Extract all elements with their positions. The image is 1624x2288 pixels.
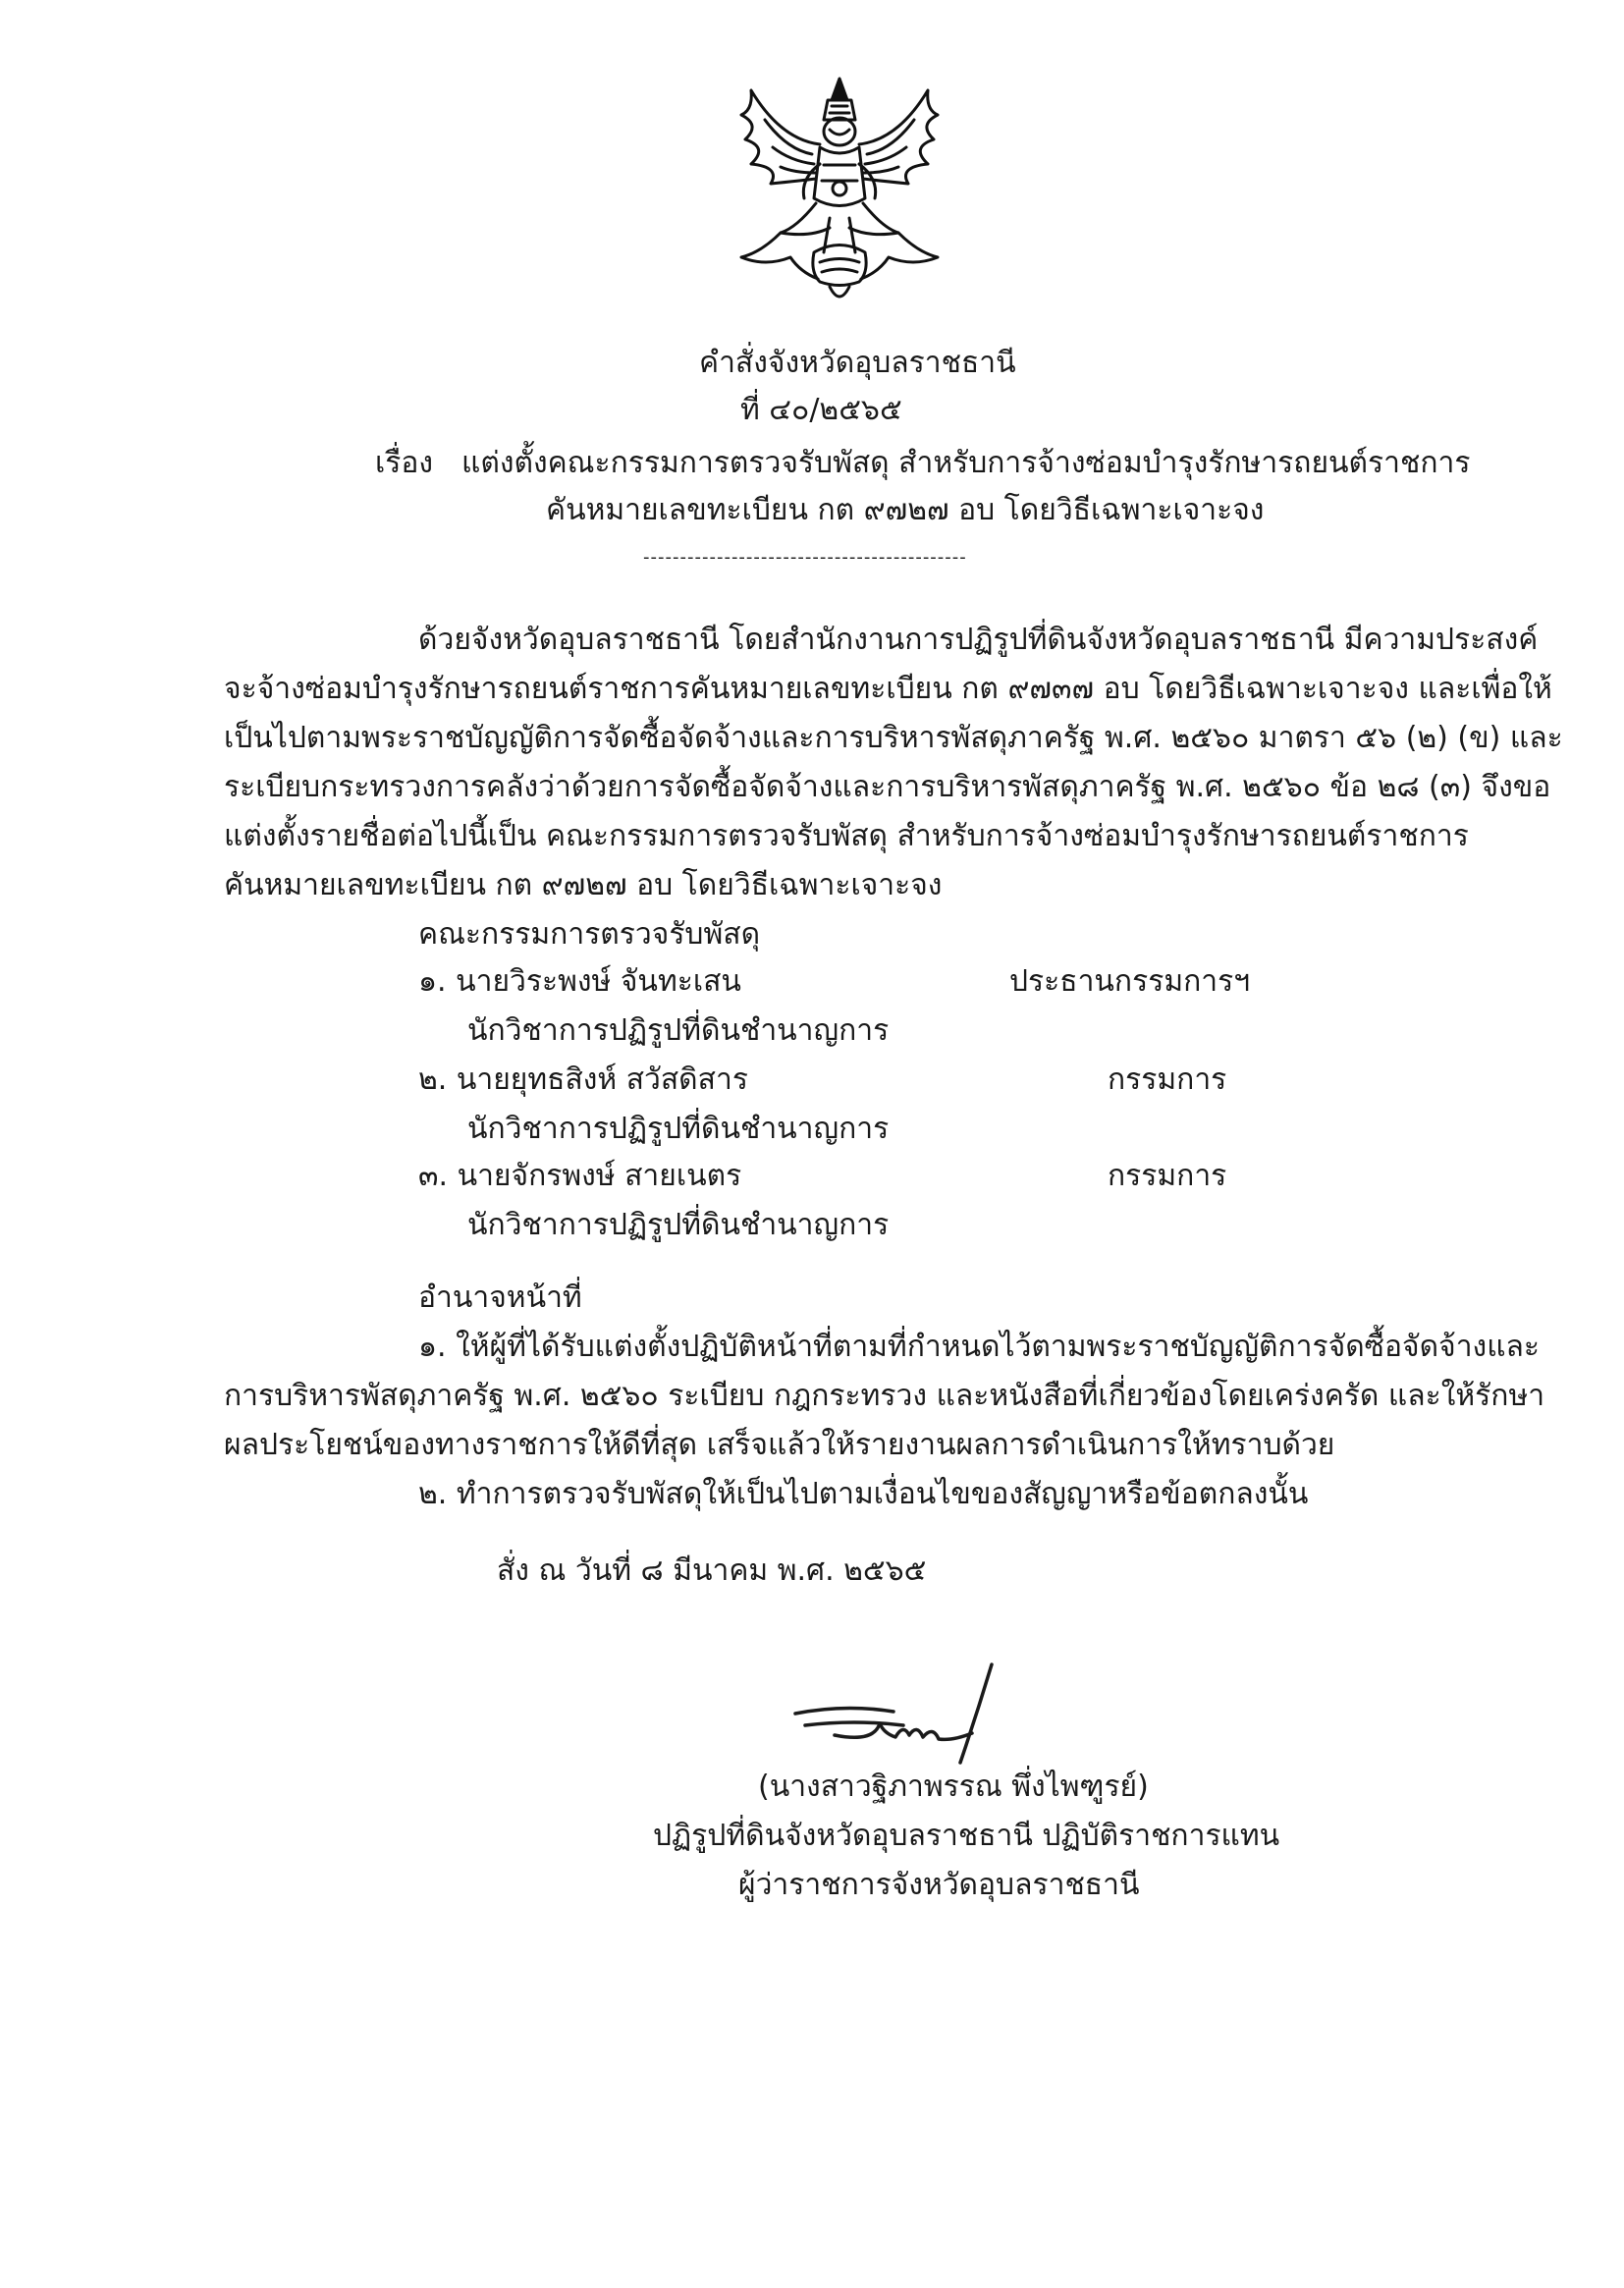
document-title: คำสั่งจังหวัดอุบลราชธานี — [699, 346, 1016, 380]
order-date: สั่ง ณ วันที่ ๘ มีนาคม พ.ศ. ๒๕๖๕ — [497, 1553, 927, 1588]
duty-line: การบริหารพัสดุภาครัฐ พ.ศ. ๒๕๖๐ ระเบียบ กฎกระทรวง และหนังสือที่เกี่ยวข้องโดยเคร่งครัด และให้รักษา — [224, 1379, 1545, 1413]
duty-line: ๑. ให้ผู้ที่ได้รับแต่งตั้งปฏิบัติหน้าที่ตามที่กำหนดไว้ตามพระราชบัญญัติการจัดซื้อจัดจ้างและ — [418, 1330, 1541, 1364]
duty-line: ๒. ทำการตรวจรับพัสดุให้เป็นไปตามเงื่อนไขของสัญญาหรือข้อตกลงนั้น — [418, 1477, 1309, 1511]
member-position: นักวิชาการปฏิรูปที่ดินชำนาญการ — [467, 1112, 890, 1146]
garuda-emblem-icon — [722, 71, 957, 311]
document-number: ที่ ๔๐/๒๕๖๕ — [740, 393, 902, 427]
signatory-name: (นางสาวฐิภาพรรณ พึ่งไพฑูรย์) — [758, 1770, 1149, 1804]
subject-line-2: คันหมายเลขทะเบียน กต ๙๗๒๗ อบ โดยวิธีเฉพาะเจาะจง — [546, 493, 1265, 527]
duties-heading: อำนาจหน้าที่ — [418, 1280, 582, 1315]
member-role: ประธานกรรมการฯ — [1009, 964, 1251, 999]
subject-line-1: แต่งตั้งคณะกรรมการตรวจรับพัสดุ สำหรับการจ้างซ่อมบำรุงรักษารถยนต์ราชการ — [461, 446, 1471, 480]
body-line: คันหมายเลขทะเบียน กต ๙๗๒๗ อบ โดยวิธีเฉพาะเจาะจง — [224, 868, 943, 902]
member-role: กรรมการ — [1108, 1159, 1227, 1193]
member-name: ๑. นายวิระพงษ์ จันทะเสน — [418, 964, 741, 999]
subject-prefix: เรื่อง — [375, 446, 434, 480]
body-line: แต่งตั้งรายชื่อต่อไปนี้เป็น คณะกรรมการตรวจรับพัสดุ สำหรับการจ้างซ่อมบำรุงรักษารถยนต์ราชการ — [224, 819, 1469, 853]
member-position: นักวิชาการปฏิรูปที่ดินชำนาญการ — [467, 1013, 890, 1048]
signatory-title: ปฏิรูปที่ดินจังหวัดอุบลราชธานี ปฏิบัติราชการแทน — [653, 1819, 1280, 1853]
member-role: กรรมการ — [1108, 1062, 1227, 1097]
committee-heading: คณะกรรมการตรวจรับพัสดุ — [418, 917, 761, 952]
header-divider: -------------------------------------------- — [643, 547, 967, 568]
duty-line: ผลประโยชน์ของทางราชการให้ดีที่สุด เสร็จแล้วให้รายงานผลการดำเนินการให้ทราบด้วย — [224, 1428, 1335, 1462]
handwritten-signature-icon — [785, 1655, 1011, 1772]
member-position: นักวิชาการปฏิรูปที่ดินชำนาญการ — [467, 1208, 890, 1242]
body-line: ระเบียบกระทรวงการคลังว่าด้วยการจัดซื้อจัดจ้างและการบริหารพัสดุภาครัฐ พ.ศ. ๒๕๖๐ ข้อ ๒๘ (๓) จึงขอ — [224, 770, 1551, 804]
member-name: ๒. นายยุทธสิงห์ สวัสดิสาร — [418, 1062, 748, 1097]
body-line: จะจ้างซ่อมบำรุงรักษารถยนต์ราชการคันหมายเลขทะเบียน กต ๙๗๓๗ อบ โดยวิธีเฉพาะเจาะจง และเพื่อให้ — [224, 672, 1552, 706]
body-line: ด้วยจังหวัดอุบลราชธานี โดยสำนักงานการปฏิรูปที่ดินจังหวัดอุบลราชธานี มีความประสงค์ — [418, 623, 1539, 657]
member-name: ๓. นายจักรพงษ์ สายเนตร — [418, 1159, 742, 1193]
signatory-title: ผู้ว่าราชการจังหวัดอุบลราชธานี — [738, 1868, 1140, 1902]
body-line: เป็นไปตามพระราชบัญญัติการจัดซื้อจัดจ้างและการบริหารพัสดุภาครัฐ พ.ศ. ๒๕๖๐ มาตรา ๕๖ (๒) (ข) และ — [224, 721, 1563, 755]
